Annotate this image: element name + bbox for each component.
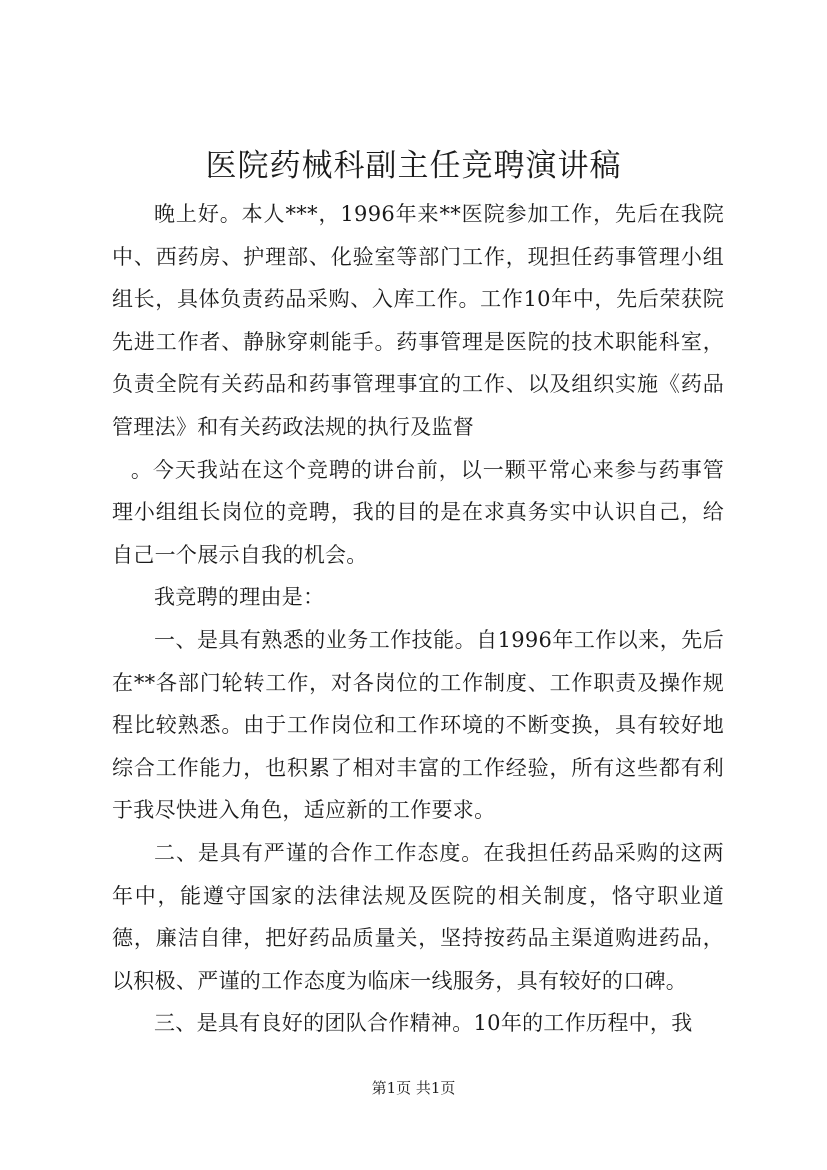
page-footer [0,1078,827,1098]
paragraph-reason-three: 三、是具有良好的团队合作精神。10年的工作历程中，我 [154,1011,693,1036]
paragraph-reason-one: 一、是具有熟悉的业务工作技能。自1996年工作以来，先后在**各部门轮转工作，对各岗位的工作制度、工作职责及操作规程比较熟悉。由于工作岗位和工作环境的不断变换，具有较好地综合工作能力，也积累了相对丰富的工作经验，所有这些都有利于我尽快进入角色，适应新的工作要求。 [112,627,724,823]
paragraph-reasons-heading: 我竞聘的理由是： [154,585,325,610]
paragraph-reason-two: 二、是具有严谨的合作工作态度。在我担任药品采购的这两年中，能遵守国家的法律法规及医院的相关制度，恪守职业道德，廉洁自律，把好药品质量关，坚持按药品主渠道购进药品，以积极、严谨的工作态度为临床一线服务，具有较好的口碑。 [112,840,724,993]
paragraph-intro-continued: 。今天我站在这个竞聘的讲台前，以一颗平常心来参与药事管理小组组长岗位的竞聘，我的目的是在求真务实中认识自己，给自己一个展示自我的机会。 [112,457,724,567]
document-title: 医院药械科副主任竞聘演讲稿 [205,148,622,184]
page-number-label: 第1页 共1页 [371,1079,456,1097]
paragraph-greeting: 晚上好。本人***，1996年来**医院参加工作，先后在我院中、西药房、护理部、化验室等部门工作，现担任药事管理小组组长，具体负责药品采购、入库工作。工作10年中，先后荣获院先进工作者、静脉穿刺能手。药事管理是医院的技术职能科室，负责全院有关药品和药事管理事宜的工作、以及组织实施《药品管理法》和有关药政法规的执行及监督 [112,202,724,439]
document-body [112,193,724,1045]
